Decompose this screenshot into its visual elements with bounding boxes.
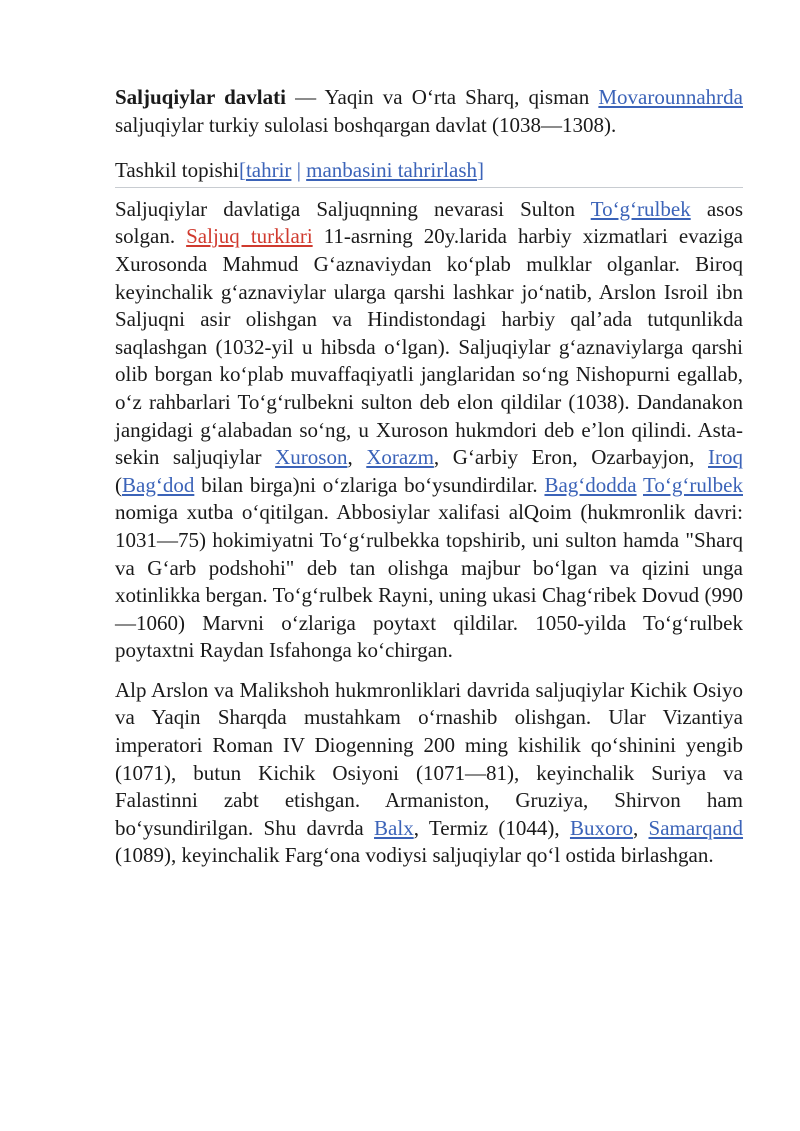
edit-link[interactable]: tahrir	[245, 158, 292, 183]
para1-text-7: nomiga xutba oʻqitilgan. Abbosiylar xalifasi alQoim (hukmronlik davri: 1031—75) hokimiyatni Toʻgʻrulbekka topshirib, uni sulton hamda "Sharq va Gʻarb podshohi" deb tan olishga majbur boʻlgan va qizini unga xotinlikka bergan. Toʻgʻrulbek Rayni, uning ukasi Chagʻribek Dovud (990—1060) Marvni oʻzlariga poytaxt qildilar. 1050-yilda Toʻgʻrulbek poytaxtni Raydan Isfahonga koʻchirgan.	[115, 500, 743, 663]
link-movarounnahr[interactable]: Movarounnahrda	[598, 85, 743, 109]
para1-text-4: , Gʻarbiy Eron, Ozarbayjon,	[433, 445, 708, 470]
edit-bracket-close: ]	[477, 158, 485, 183]
link-togrulbek[interactable]: Toʻgʻrulbek	[590, 196, 691, 221]
link-xuroson[interactable]: Xuroson	[275, 445, 348, 470]
link-xorazm[interactable]: Xorazm	[366, 445, 434, 470]
link-buxoro[interactable]: Buxoro	[569, 815, 633, 840]
intro-paragraph	[115, 84, 743, 139]
paragraph-1	[115, 196, 743, 665]
para1-text-3: 11-asrning 20y.larida harbiy xizmatlari evaziga Xurosonda Mahmud Gʻaznaviydan koʻplab mulklar olganlar. Biroq keyinchalik gʻaznaviylar ularga qarshi lashkar joʻnatib, Arslon Isroil ibn Saljuqni asir olishgan va Hindistondagi harbiy qalʼada tutqunlikda saqlashgan (1032-yil u hibsda oʻlgan). Saljuqiylar gʻaznaviylarga qarshi olib borgan koʻplab muvaffaqiyatli janglaridan soʻng Nishopurni egallab, oʻz rahbarlari Toʻgʻrulbekni sulton deb elon qildilar (1038). Dandanakon jangidagi gʻalabadan soʻng, u Xuroson hukmdori deb eʼlon qilindi. Asta-sekin saljuqiylar	[115, 224, 743, 470]
para2-text-3: (1089), keyinchalik Fargʻona vodiysi saljuqiylar qoʻl ostida birlashgan.	[115, 843, 714, 868]
article-title: Saljuqiylar davlati	[115, 85, 286, 109]
section-title: Tashkil topishi	[115, 158, 239, 183]
section-heading	[115, 157, 743, 188]
edit-bracket-open: [	[238, 158, 246, 183]
intro-text: — Yaqin va Oʻrta Sharq, qisman	[285, 85, 599, 109]
edit-source-link[interactable]: manbasini tahrirlash	[306, 158, 478, 183]
para1-text-6: bilan birga)ni oʻzlariga boʻysundirdilar.	[194, 472, 545, 497]
para1-comma: ,	[347, 445, 367, 470]
para1-text-1: Saljuqiylar davlatiga Saljuqnning nevarasi Sulton	[115, 196, 591, 221]
paragraph-2	[115, 677, 743, 870]
para1-text-5: (	[115, 472, 122, 497]
link-togrulbek-2[interactable]: Toʻgʻrulbek	[643, 472, 743, 497]
para2-comma: ,	[632, 815, 649, 840]
link-samarqand[interactable]: Samarqand	[648, 815, 744, 840]
article	[115, 84, 743, 882]
link-bagdod[interactable]: Bagʻdod	[122, 472, 195, 497]
para2-text-2: , Termiz (1044),	[413, 815, 570, 840]
intro-text-2: saljuqiylar turkiy sulolasi boshqargan davlat (1038—1308).	[115, 112, 617, 137]
link-bagdodda[interactable]: Bagʻdodda	[544, 472, 637, 497]
para1-text-2: asos solgan.	[115, 196, 743, 249]
link-saljuq-turklari[interactable]: Saljuq turklari	[186, 224, 313, 249]
link-iroq[interactable]: Iroq	[708, 445, 743, 470]
edit-separator: |	[291, 158, 307, 183]
para2-text-1: Alp Arslon va Malikshoh hukmronliklari davrida saljuqiylar Kichik Osiyo va Yaqin Sharqda mustahkam oʻrnashib olishgan. Ular Vizantiya imperatori Roman IV Diogenning 200 ming kishilik qoʻshinini yengib (1071), butun Kichik Osiyoni (1071—81), keyinchalik Suriya va Falastinni zabt etishgan. Armaniston, Gruziya, Shirvon ham boʻysundirilgan. Shu davrda	[115, 677, 743, 840]
link-balx[interactable]: Balx	[374, 815, 414, 840]
